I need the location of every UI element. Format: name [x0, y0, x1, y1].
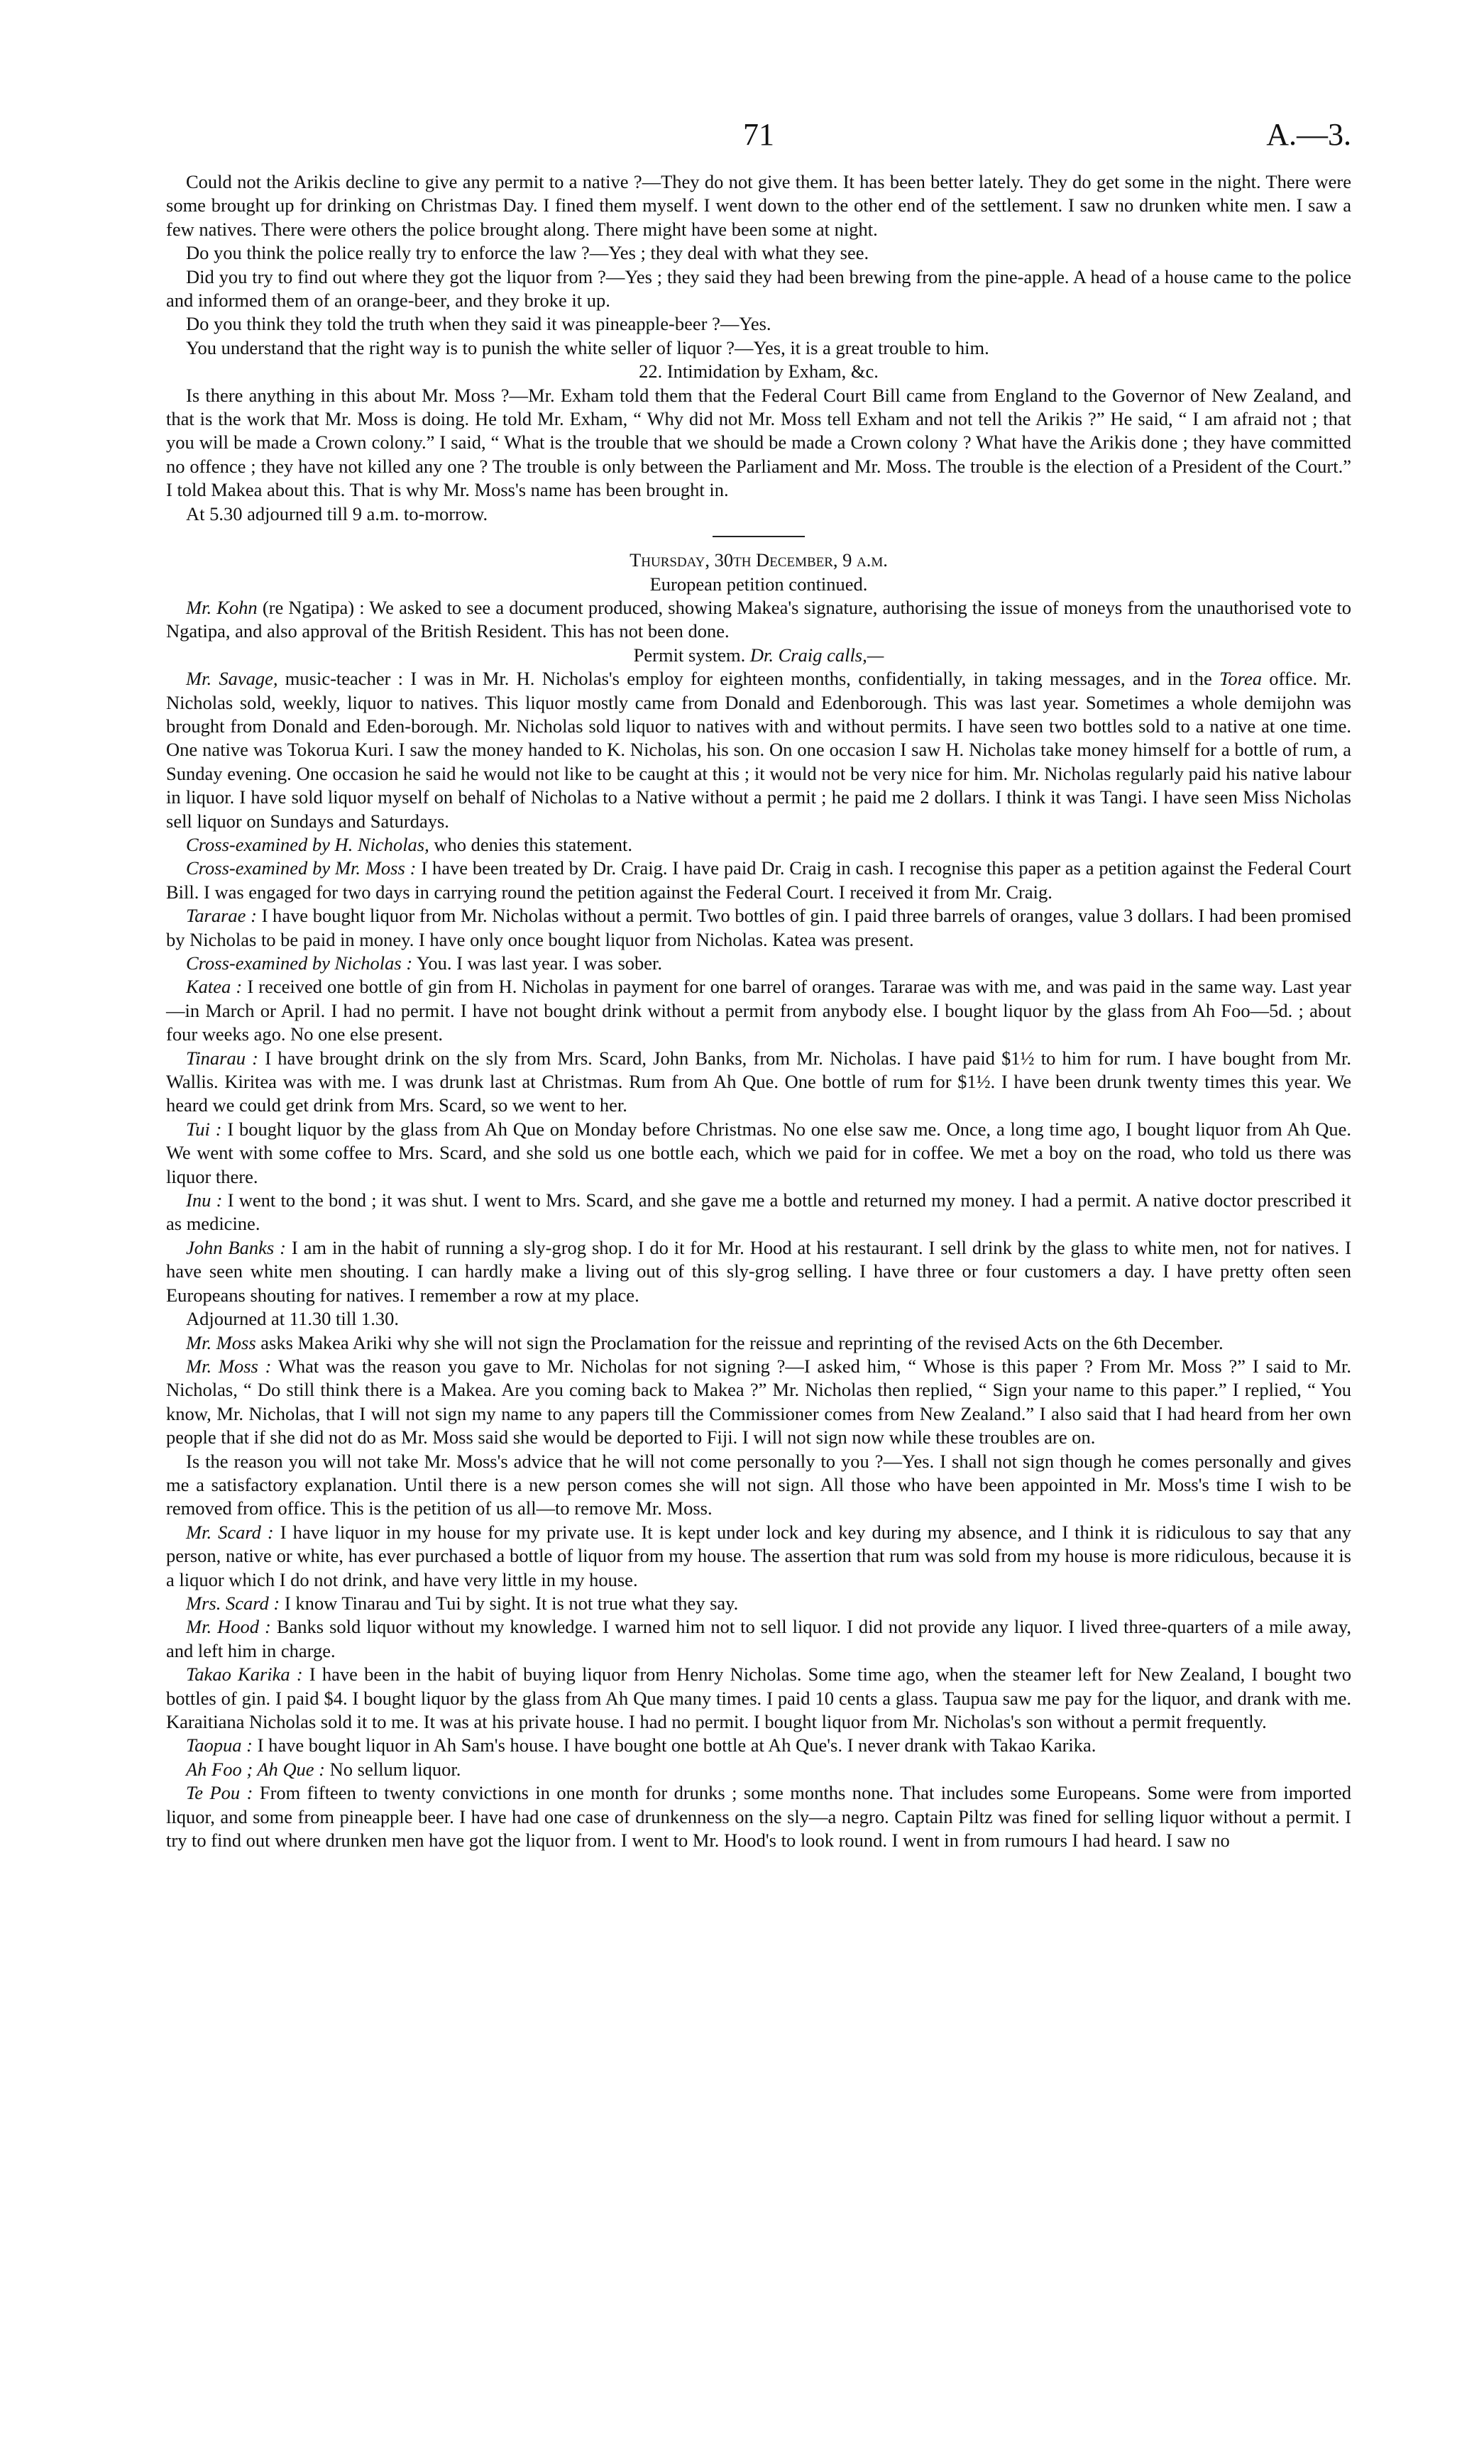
paragraph: Inu : I went to the bond ; it was shut. I went to Mrs. Scard, and she gave me a bottle and returned my money. I had a permit. A native doctor prescribed it as medicine. [166, 1189, 1352, 1235]
speaker: Taopua : [186, 1734, 253, 1756]
speaker: Cross-examined by Nicholas : [186, 952, 413, 974]
paragraph: Do you think they told the truth when they said it was pineapple-beer ?—Yes. [186, 313, 771, 335]
paragraph: Cross-examined by H. Nicholas, who denies this statement. [186, 833, 633, 855]
speaker: Takao Karika : [186, 1663, 303, 1685]
speaker: Katea : [186, 976, 243, 998]
subheading: Permit system. Dr. Craig calls,— [633, 644, 884, 666]
paragraph: Do you think the police really try to enforce the law ?—Yes ; they deal with what they see. [186, 242, 869, 264]
page-header [166, 114, 1351, 170]
speaker: Mr. Moss [186, 1331, 256, 1353]
speaker: Mr. Kohn [186, 596, 258, 618]
section-heading: 22. Intimidation by Exham, &c. [639, 361, 879, 383]
paragraph: You understand that the right way is to punish the white seller of liquor ?—Yes, it is a great trouble to him. [186, 336, 989, 358]
paragraph: Adjourned at 11.30 till 1.30. [186, 1308, 400, 1330]
paragraph: Cross-examined by Mr. Moss : I have been treated by Dr. Craig. I have paid Dr. Craig in cash. I recognise this paper as a petition against the Federal Court Bill. I was engaged for two days in carrying round the petition against the Federal Court. I received it from Mr. Craig. [166, 857, 1352, 903]
paragraph: Is the reason you will not take Mr. Moss's advice that he will not come personally to you ?—Yes. I shall not sign though he comes personally and gives me a satisfactory explanation. Until there is a new person comes she will not sign. All those who have been appointed in Mr. Moss's time I wish to be removed from office. This is the petition of us all—to remove Mr. Moss. [166, 1450, 1351, 1519]
paragraph: Mr. Kohn (re Ngatipa) : We asked to see a document produced, showing Makea's signature, authorising the issue of moneys from the unauthorised vote to Ngatipa, and also approval of the British Resident. This has not been done. [166, 596, 1351, 642]
paragraph: Mr. Hood : Banks sold liquor without my knowledge. I warned him not to sell liquor. I did not provide any liquor. I lived three-quarters of a mile away, and left him in charge. [166, 1616, 1351, 1661]
paragraph: Cross-examined by Nicholas : You. I was last year. I was sober. [186, 952, 663, 974]
document-page [166, 114, 1351, 1852]
paragraph: John Banks : I am in the habit of running a sly-grog shop. I do it for Mr. Hood at his restaurant. I sell drink by the glass to white men, not for natives. I have seen white men shouting. I can hardly make a living out of this sly-grog selling. I have three or four customers a day. I have pretty often seen Europeans shouting for natives. I remember a row at my place. [166, 1236, 1351, 1306]
paragraph: At 5.30 adjourned till 9 a.m. to-morrow. [186, 502, 488, 524]
subheading: European petition continued. [649, 573, 868, 595]
speaker: Mr. Moss : [186, 1355, 272, 1377]
paragraph: Is there anything in this about Mr. Moss ?—Mr. Exham told them that the Federal Court Bill came from England to the Governor of New Zealand, and that is the work that Mr. Moss is doing. He told Mr. Exham, “ Why did not Mr. Moss tell Exham and not tell the Arikis ?” He said, “ I am afraid not ; that you will be made a Crown colony.” I said, “ What is the trouble that we should be made a Crown colony ? What have the Arikis done ; they have committed no offence ; they have not killed any one ? The trouble is only between the Parliament and Mr. Moss. The trouble is the election of a President of the Court.” I told Makea about this. That is why Mr. Moss's name has been brought in. [166, 384, 1351, 501]
speaker: John Banks : [186, 1236, 286, 1258]
paragraph: Tinarau : I have brought drink on the sly from Mrs. Scard, John Banks, from Mr. Nicholas. I have paid $1½ to him for rum. I have bought from Mr. Wallis. Kiritea was with me. I was drunk last at Christmas. Rum from Ah Que. One bottle of rum for $1½. I have been drunk twenty times this year. We heard we could get drink from Mrs. Scard, so we went to her. [166, 1047, 1352, 1116]
speaker: Tui : [186, 1118, 222, 1140]
paragraph: Mr. Scard : I have liquor in my house for my private use. It is kept under lock and key during my absence, and I think it is ridiculous to say that any person, native or white, has ever purchased a bottle of liquor from my house. The assertion that rum was sold from my house is more ridiculous, because it is a liquor which I do not drink, and have very little in my house. [166, 1521, 1351, 1590]
speaker: Tinarau : [186, 1047, 258, 1069]
speaker: Cross-examined by H. Nicholas, [186, 833, 429, 855]
paragraph: Could not the Arikis decline to give any permit to a native ?—They do not give them. It has been better lately. They do get some in the night. There were some brought up for drinking on Christmas Day. I fined them myself. I went down to the other end of the settlement. I saw no drunken white men. I saw a few natives. There were others the police brought along. There might have been some at night. [166, 171, 1351, 240]
paragraph: Tui : I bought liquor by the glass from Ah Que on Monday before Christmas. No one else saw me. Once, a long time ago, I bought liquor from Ah Que. We went with some coffee to Mrs. Scard, and she sold us one bottle each, which we paid for in coffee. We met a boy on the road, who told us there was liquor there. [166, 1118, 1352, 1187]
paragraph: Mrs. Scard : I know Tinarau and Tui by sight. It is not true what they say. [186, 1592, 739, 1614]
speaker: Mr. Scard : [186, 1521, 274, 1543]
section-divider [713, 536, 805, 537]
speaker: Mrs. Scard : [186, 1592, 280, 1614]
paragraph: Mr. Moss : What was the reason you gave to Mr. Nicholas for not signing ?—I asked him, “ Whose is this paper ? From Mr. Moss ?” I said to Mr. Nicholas, “ Do still think there is a Makea. Are you coming back to Makea ?” Mr. Nicholas then replied, “ Sign your name to this paper.” I replied, “ You know, Mr. Nicholas, that I will not sign my name to any papers till the Commissioner comes from New Zealand.” I also said that I had heard from her own people that if she did not do as Mr. Moss said she would be deported to Fiji. I will not sign now while these troubles are on. [166, 1355, 1351, 1448]
paragraph: Ah Foo ; Ah Que : No sellum liquor. [186, 1758, 461, 1780]
paragraph: Katea : I received one bottle of gin from H. Nicholas in payment for one barrel of oranges. Tararae was with me, and was paid in the same way. Last year—in March or April. I had no permit. I have not bought drink without a permit from anybody else. I bought liquor by the glass from Ah Foo—5d. ; about four weeks ago. No one else present. [166, 976, 1351, 1045]
paragraph: Takao Karika : I have been in the habit of buying liquor from Henry Nicholas. Some time ago, when the steamer left for New Zealand, I bought two bottles of gin. I paid $4. I bought liquor by the glass from Ah Que many times. I paid 10 cents a glass. Taupua saw me pay for the liquor, and drank with me. Karaitiana Nicholas sold it to me. It was at his private house. I had no permit. I bought liquor from Mr. Nicholas's son without a permit frequently. [166, 1663, 1351, 1732]
date-heading: Thursday, 30th December, 9 a.m. [630, 549, 888, 571]
page-number: 71 [743, 117, 774, 152]
speaker: Cross-examined by Mr. Moss : [186, 857, 417, 879]
speaker: Te Pou : [186, 1782, 253, 1804]
speaker: Mr. Hood : [186, 1616, 271, 1638]
paragraph: Mr. Moss asks Makea Ariki why she will not sign the Proclamation for the reissue and reprinting of the revised Acts on the 6th December. [186, 1331, 1224, 1353]
paper-reference: A.—3. [1266, 117, 1351, 152]
speaker: Ah Foo ; Ah Que : [186, 1758, 326, 1780]
paragraph: Did you try to find out where they got the liquor from ?—Yes ; they said they had been brewing from the pine-apple. A head of a house came to the police and informed them of an orange-beer, and they broke it up. [166, 265, 1351, 312]
paragraph: Mr. Savage, music-teacher : I was in Mr. H. Nicholas's employ for eighteen months, confidentially, in taking messages, and in the Torea office. Mr. Nicholas sold, weekly, liquor to natives. This liquor mostly came from Donald and Edenborough. This was last year. Sometimes a whole demijohn was brought from Donald and Eden-borough. Mr. Nicholas sold liquor to natives with and without permits. I have seen two bottles sold to a native at one time. One native was Tokorua Kuri. I saw the money handed to K. Nicholas, his son. On one occasion I saw H. Nicholas take money himself for a bottle of rum, a Sunday evening. One occasion he said he would not like to be caught at this ; it would not be very nice for him. Mr. Nicholas regularly paid his native labour in liquor. I have sold liquor myself on behalf of Nicholas to a Native without a permit ; he paid me 2 dollars. I think it was Tangi. I have seen Miss Nicholas sell liquor on Sundays and Saturdays. [166, 668, 1352, 832]
paragraph: Tararae : I have bought liquor from Mr. Nicholas without a permit. Two bottles of gin. I paid three barrels of oranges, value 3 dollars. I had been promised by Nicholas to be paid in money. I have only once bought liquor from Nicholas. Katea was present. [166, 905, 1351, 950]
paragraph: Te Pou : From fifteen to twenty convictions in one month for drunks ; some months none. That includes some Europeans. Some were from imported liquor, and some from pineapple beer. I have had one case of drunkenness on the sly—a negro. Captain Piltz was fined for selling liquor without a permit. I try to find out where drunken men have got the liquor from. I went to Mr. Hood's to look round. I went in from rumours I had heard. I saw no [166, 1782, 1352, 1852]
paragraph: Taopua : I have bought liquor in Ah Sam's house. I have bought one bottle at Ah Que's. I never drank with Takao Karika. [186, 1734, 1096, 1756]
speaker: Mr. Savage, [186, 668, 278, 690]
speaker: Inu : [186, 1189, 223, 1211]
speaker: Tararae : [186, 905, 257, 927]
